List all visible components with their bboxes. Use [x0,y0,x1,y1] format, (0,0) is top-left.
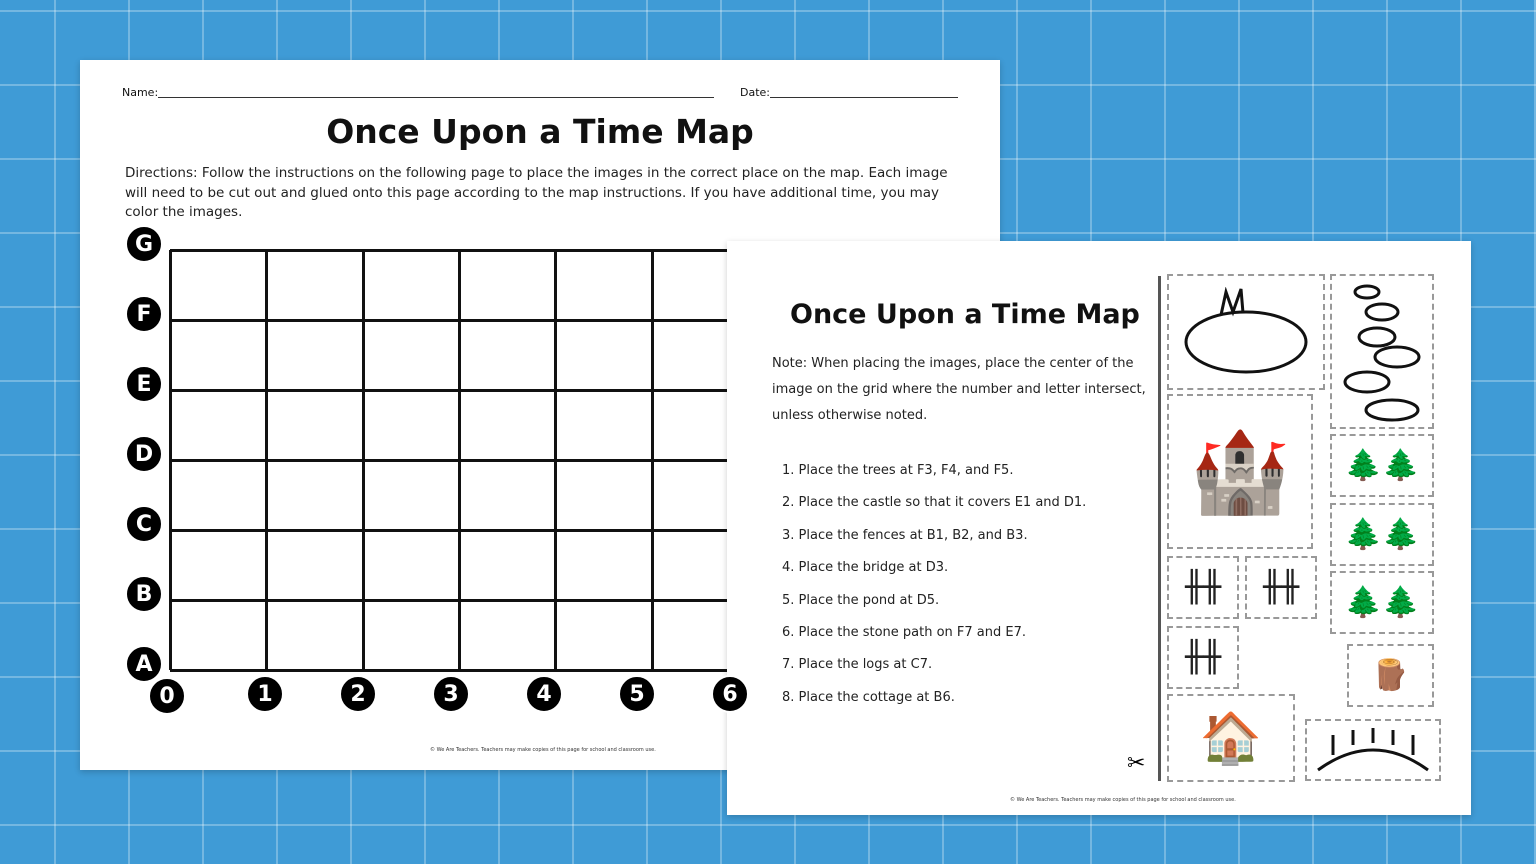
page-title: Once Upon a Time Map [326,112,754,151]
instruction-item: 5. Place the pond at D5. [782,592,940,608]
column-label: 2 [339,675,377,713]
date-label: Date: [740,86,770,99]
row-label: B [125,575,163,613]
row-label: A [125,645,163,683]
logs-icon: 🪵 [1371,658,1410,693]
cut-line [1158,276,1161,781]
directions-text: Directions: Follow the instructions on the following page to place the images in the correct place on the map. Each image will need to be cut out and glued onto this page according to the map instructions. If you have additional time, you may color the images. [125,165,948,220]
instruction-item: 6. Place the stone path on F7 and E7. [782,624,1026,640]
trees-icon: 🌲🌲 [1344,585,1420,620]
instruction-item: 2. Place the castle so that it covers E1 and D1. [782,495,1087,511]
fence-icon: ╫╫ [1184,570,1222,605]
castle-icon: 🏰 [1190,424,1290,518]
footer-text: © We Are Teachers. Teachers may make copies of this page for school and classroom use. [1010,797,1236,803]
instructions-page [727,241,1471,815]
cottage-icon: 🏠 [1199,708,1263,767]
trees-icon: 🌲🌲 [1344,448,1420,483]
instruction-item: 1. Place the trees at F3, F4, and F5. [782,463,1014,478]
grid-line-vertical [362,250,365,670]
date-line [770,97,958,98]
cottage-cutout [1167,694,1295,782]
instruction-item: 4. Place the bridge at D3. [782,560,949,576]
row-label: G [125,225,163,263]
fence-cutout [1167,626,1239,689]
bridge-cutout [1305,719,1441,781]
trees-cutout [1330,571,1434,634]
fence-icon: ╫╫ [1262,570,1300,605]
footer-text: © We Are Teachers. Teachers may make copies of this page for school and classroom use. [430,747,656,753]
fence-icon: ╫╫ [1184,640,1222,675]
name-line [158,97,714,98]
row-label: E [125,365,163,403]
column-label: 6 [711,675,749,713]
scissors-icon: ✂ [1127,751,1146,776]
column-label: 4 [525,675,563,713]
page-title: Once Upon a Time Map [790,299,1140,330]
fence-cutout [1167,556,1239,619]
pond-cutout [1167,274,1325,390]
instruction-item: 3. Place the fences at B1, B2, and B3. [782,527,1028,543]
grid-line-vertical [458,250,461,670]
trees-cutout [1330,434,1434,497]
stone-path-cutout [1330,274,1434,429]
grid-line-vertical [554,250,557,670]
grid-line-vertical [265,250,268,670]
column-label: 3 [432,675,470,713]
note-text: Note: When placing the images, place the center of the image on the grid where the number and letter intersect, unless otherwise noted. [772,356,1146,423]
instruction-item: 7. Place the logs at C7. [782,657,933,673]
fence-cutout [1245,556,1317,619]
castle-cutout [1167,394,1313,549]
column-label: 1 [246,675,284,713]
column-label: 5 [618,675,656,713]
row-label: D [125,435,163,473]
instruction-item: 8. Place the cottage at B6. [782,689,955,705]
row-label: F [125,295,163,333]
grid-line-vertical [651,250,654,670]
instruction-list [782,463,1086,722]
column-label: 0 [148,677,186,715]
trees-cutout [1330,503,1434,566]
row-label: C [125,505,163,543]
logs-cutout [1347,644,1434,707]
grid-line-vertical [169,250,172,670]
name-label: Name: [122,86,159,99]
trees-icon: 🌲🌲 [1344,517,1420,552]
